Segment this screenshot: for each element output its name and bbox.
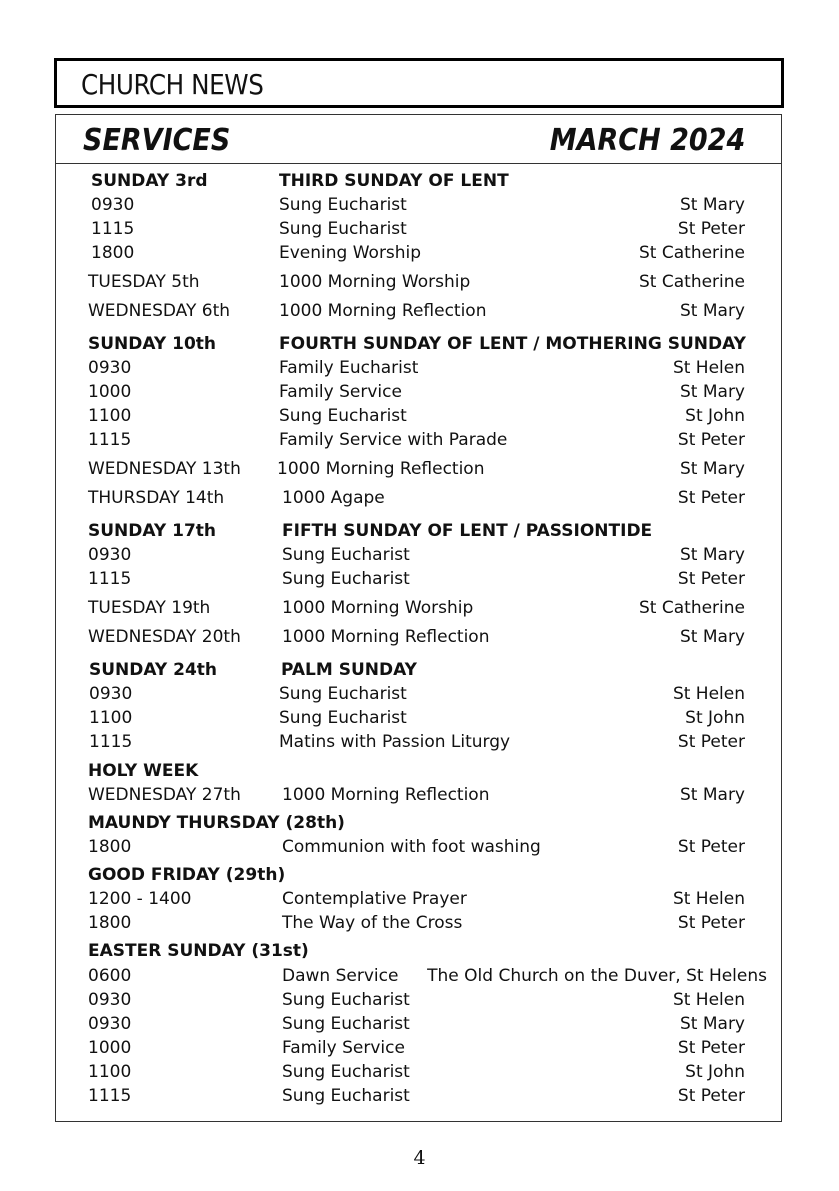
service-row — [0, 218, 839, 240]
service-time: TUESDAY 5th — [88, 272, 200, 292]
service-row — [0, 405, 839, 427]
service-time: TUESDAY 19th — [88, 598, 211, 618]
service-row — [0, 836, 839, 858]
occasion-title: THIRD SUNDAY OF LENT — [279, 171, 509, 191]
service-location: St Peter — [677, 219, 745, 239]
service-location: St Helen — [672, 889, 745, 909]
service-time: WEDNESDAY 27th — [88, 785, 241, 805]
service-location: St Peter — [677, 488, 745, 508]
section-heading-row — [0, 812, 839, 834]
occasion-title: PALM SUNDAY — [281, 660, 417, 680]
service-name: Sung Eucharist — [279, 684, 407, 704]
service-location: St John — [685, 406, 745, 426]
service-row — [0, 271, 839, 293]
section-heading: EASTER SUNDAY (31st) — [88, 941, 309, 961]
service-location: St Mary — [680, 545, 745, 565]
service-location: St Peter — [677, 837, 745, 857]
section-heading-row — [0, 170, 839, 192]
service-name: Sung Eucharist — [282, 1086, 410, 1106]
service-time: 1115 — [91, 219, 135, 239]
service-name: 1000 Morning Reflection — [279, 301, 487, 321]
service-time: 0930 — [88, 545, 132, 565]
service-name: Sung Eucharist — [279, 195, 407, 215]
service-time: 1000 — [88, 382, 132, 402]
service-row — [0, 487, 839, 509]
services-title: SERVICES — [83, 123, 231, 158]
occasion-title: FOURTH SUNDAY OF LENT / MOTHERING SUNDAY — [279, 334, 746, 354]
service-time: 0930 — [91, 195, 135, 215]
service-location: St Mary — [680, 301, 745, 321]
service-row — [0, 597, 839, 619]
service-row — [0, 1037, 839, 1059]
service-row — [0, 1085, 839, 1107]
service-location: St John — [685, 708, 745, 728]
service-location: St Catherine — [639, 598, 745, 618]
service-row — [0, 568, 839, 590]
service-time: 0930 — [88, 358, 132, 378]
service-row — [0, 544, 839, 566]
section-heading-row — [0, 940, 839, 962]
service-time: 1100 — [88, 1062, 132, 1082]
service-location: St Mary — [680, 195, 745, 215]
section-heading: GOOD FRIDAY (29th) — [88, 865, 286, 885]
service-row — [0, 429, 839, 451]
section-heading: SUNDAY 10th — [88, 334, 217, 354]
service-time: 0930 — [88, 1014, 132, 1034]
service-row — [0, 784, 839, 806]
service-time: 1100 — [89, 708, 133, 728]
service-name: Communion with foot washing — [282, 837, 541, 857]
service-row — [0, 242, 839, 264]
service-location: St Mary — [680, 785, 745, 805]
service-row — [0, 357, 839, 379]
service-name: 1000 Morning Worship — [279, 272, 471, 292]
service-name: Sung Eucharist — [282, 1062, 410, 1082]
service-name: Sung Eucharist — [282, 990, 410, 1010]
service-location: St Mary — [680, 459, 745, 479]
service-time: 1800 — [88, 913, 132, 933]
service-name: Sung Eucharist — [282, 545, 410, 565]
service-name: Sung Eucharist — [282, 569, 410, 589]
service-location: The Old Church on the Duver, St Helens — [427, 966, 767, 986]
service-time: 1000 — [88, 1038, 132, 1058]
service-time: 0930 — [88, 990, 132, 1010]
church-news-header — [54, 58, 784, 108]
service-row — [0, 731, 839, 753]
section-heading-row — [0, 864, 839, 886]
section-heading: SUNDAY 17th — [88, 521, 217, 541]
service-name: Matins with Passion Liturgy — [279, 732, 511, 752]
service-row — [0, 707, 839, 729]
service-row — [0, 888, 839, 910]
service-time: WEDNESDAY 20th — [88, 627, 241, 647]
service-row — [0, 626, 839, 648]
service-row — [0, 965, 839, 987]
section-heading: SUNDAY 24th — [89, 660, 218, 680]
service-name: Sung Eucharist — [279, 406, 407, 426]
occasion-title: FIFTH SUNDAY OF LENT / PASSIONTIDE — [282, 521, 653, 541]
service-row — [0, 381, 839, 403]
service-name: The Way of the Cross — [282, 913, 463, 933]
service-name: 1000 Morning Worship — [282, 598, 474, 618]
service-time: 1800 — [88, 837, 132, 857]
service-name: Sung Eucharist — [279, 219, 407, 239]
service-row — [0, 458, 839, 480]
service-location: St Peter — [677, 1038, 745, 1058]
service-time: 1200 - 1400 — [88, 889, 192, 909]
service-name: 1000 Agape — [282, 488, 385, 508]
service-location: St Peter — [677, 913, 745, 933]
service-location: St Peter — [677, 732, 745, 752]
service-row — [0, 300, 839, 322]
service-name: Family Service — [279, 382, 402, 402]
service-row — [0, 912, 839, 934]
service-row — [0, 194, 839, 216]
service-location: St Mary — [680, 627, 745, 647]
service-time: 1100 — [88, 406, 132, 426]
service-name: 1000 Morning Reflection — [282, 627, 490, 647]
service-name: Evening Worship — [279, 243, 422, 263]
service-location: St Catherine — [639, 243, 745, 263]
service-name: Family Service with Parade — [279, 430, 508, 450]
service-time: WEDNESDAY 6th — [88, 301, 231, 321]
service-time: 1115 — [88, 430, 132, 450]
service-location: St Mary — [680, 382, 745, 402]
service-location: St John — [685, 1062, 745, 1082]
page-number: 4 — [413, 1147, 426, 1169]
service-time: 1115 — [89, 732, 133, 752]
section-heading: HOLY WEEK — [88, 761, 199, 781]
service-location: St Catherine — [639, 272, 745, 292]
service-row — [0, 989, 839, 1011]
section-heading: SUNDAY 3rd — [91, 171, 208, 191]
service-location: St Mary — [680, 1014, 745, 1034]
service-name: 1000 Morning Reflection — [277, 459, 485, 479]
service-name: Contemplative Prayer — [282, 889, 467, 909]
service-time: 1115 — [88, 569, 132, 589]
service-location: St Peter — [677, 430, 745, 450]
service-row — [0, 1061, 839, 1083]
service-row — [0, 1013, 839, 1035]
service-location: St Peter — [677, 569, 745, 589]
section-heading-row — [0, 333, 839, 355]
service-row — [0, 683, 839, 705]
service-name: 1000 Morning Reflection — [282, 785, 490, 805]
service-time: 0930 — [89, 684, 133, 704]
services-month: MARCH 2024 — [549, 123, 745, 158]
services-header — [56, 115, 781, 164]
service-location: St Peter — [677, 1086, 745, 1106]
service-time: THURSDAY 14th — [88, 488, 225, 508]
service-location: St Helen — [672, 990, 745, 1010]
service-name: Dawn Service — [282, 966, 399, 986]
service-name: Family Service — [282, 1038, 405, 1058]
service-location: St Helen — [672, 358, 745, 378]
service-time: 0600 — [88, 966, 132, 986]
section-heading-row — [0, 520, 839, 542]
page-title: CHURCH NEWS — [81, 68, 264, 101]
service-time: 1800 — [91, 243, 135, 263]
section-heading-row — [0, 659, 839, 681]
service-time: 1115 — [88, 1086, 132, 1106]
service-name: Family Eucharist — [279, 358, 419, 378]
service-name: Sung Eucharist — [282, 1014, 410, 1034]
service-time: WEDNESDAY 13th — [88, 459, 241, 479]
section-heading: MAUNDY THURSDAY (28th) — [88, 813, 345, 833]
service-name: Sung Eucharist — [279, 708, 407, 728]
section-heading-row — [0, 760, 839, 782]
service-location: St Helen — [672, 684, 745, 704]
